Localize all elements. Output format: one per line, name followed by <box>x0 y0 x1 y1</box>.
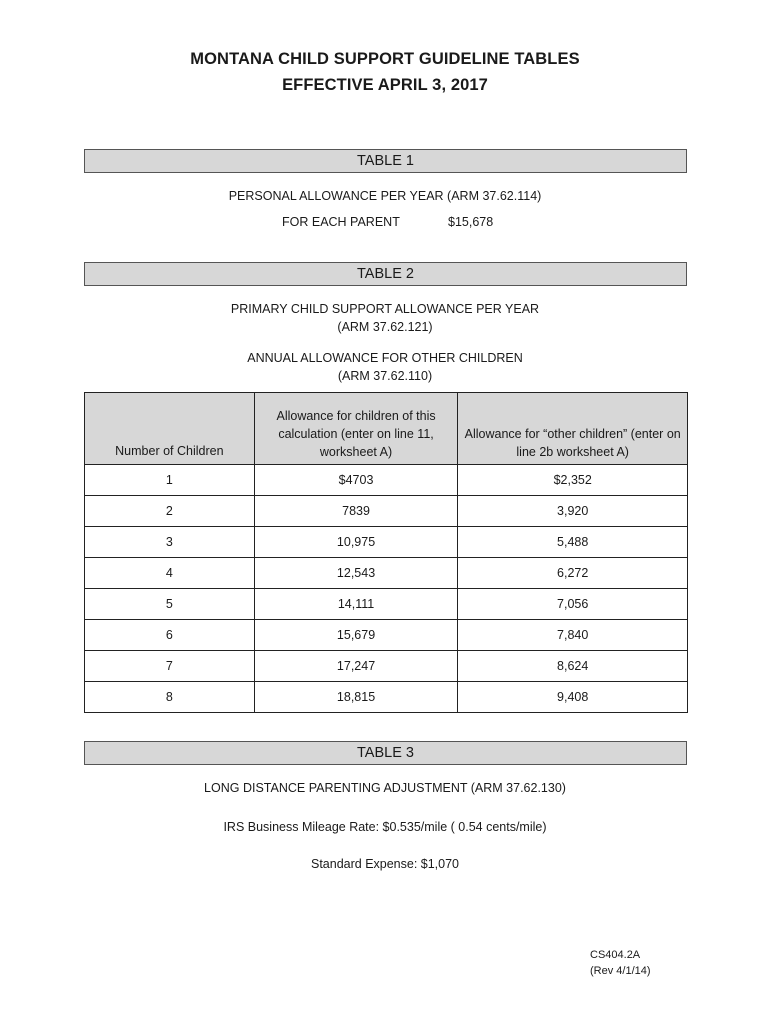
document-title-line1: MONTANA CHILD SUPPORT GUIDELINE TABLES <box>190 50 580 68</box>
cell-allowance-other-children: 5,488 <box>458 527 688 558</box>
cell-allowance-other-children: 6,272 <box>458 558 688 589</box>
table-row <box>85 620 688 651</box>
column-header-allowance-this-calculation: Allowance for children of this calculation (enter on line 11, worksheet A) <box>254 393 458 465</box>
table1-value: $15,678 <box>448 215 494 229</box>
table-row <box>85 465 688 496</box>
cell-allowance-other-children: 7,840 <box>458 620 688 651</box>
mileage-rate-text: IRS Business Mileage Rate: $0.535/mile ( 0.54 cents/mile) <box>223 820 547 834</box>
table1-label: FOR EACH PARENT <box>282 215 400 229</box>
table-header-row <box>85 393 688 465</box>
cell-number-of-children: 6 <box>85 620 255 651</box>
form-revision: (Rev 4/1/14) <box>590 965 651 977</box>
cell-number-of-children: 7 <box>85 651 255 682</box>
table2-heading2-line1: ANNUAL ALLOWANCE FOR OTHER CHILDREN <box>247 351 523 365</box>
cell-allowance-other-children: 3,920 <box>458 496 688 527</box>
table-row <box>85 527 688 558</box>
column-header-allowance-other-children: Allowance for “other children” (enter on line 2b worksheet A) <box>458 393 688 465</box>
cell-number-of-children: 4 <box>85 558 255 589</box>
cell-allowance-this-calculation: $4703 <box>254 465 458 496</box>
table-row <box>85 682 688 713</box>
document-title-line2: EFFECTIVE APRIL 3, 2017 <box>282 76 488 94</box>
cell-allowance-this-calculation: 10,975 <box>254 527 458 558</box>
child-allowance-table <box>84 392 688 713</box>
standard-expense-text: Standard Expense: $1,070 <box>310 857 460 871</box>
table1-heading: PERSONAL ALLOWANCE PER YEAR (ARM 37.62.114) <box>228 189 542 203</box>
cell-number-of-children: 2 <box>85 496 255 527</box>
cell-number-of-children: 3 <box>85 527 255 558</box>
table-row <box>85 589 688 620</box>
table-row <box>85 496 688 527</box>
table-row <box>85 558 688 589</box>
cell-allowance-this-calculation: 18,815 <box>254 682 458 713</box>
cell-allowance-other-children: $2,352 <box>458 465 688 496</box>
cell-allowance-this-calculation: 7839 <box>254 496 458 527</box>
table3-banner: TABLE 3 <box>84 741 687 765</box>
cell-allowance-other-children: 7,056 <box>458 589 688 620</box>
table2-heading1-line1: PRIMARY CHILD SUPPORT ALLOWANCE PER YEAR <box>230 302 540 316</box>
table2-banner: TABLE 2 <box>84 262 687 286</box>
table2-heading2-line2: (ARM 37.62.110) <box>337 369 433 383</box>
cell-allowance-other-children: 8,624 <box>458 651 688 682</box>
cell-allowance-this-calculation: 17,247 <box>254 651 458 682</box>
cell-allowance-this-calculation: 12,543 <box>254 558 458 589</box>
table-row <box>85 651 688 682</box>
cell-allowance-this-calculation: 14,111 <box>254 589 458 620</box>
cell-number-of-children: 1 <box>85 465 255 496</box>
cell-allowance-this-calculation: 15,679 <box>254 620 458 651</box>
cell-number-of-children: 8 <box>85 682 255 713</box>
table2-heading1-line2: (ARM 37.62.121) <box>337 320 433 334</box>
table3-heading: LONG DISTANCE PARENTING ADJUSTMENT (ARM 37.62.130) <box>204 781 566 795</box>
cell-number-of-children: 5 <box>85 589 255 620</box>
cell-allowance-other-children: 9,408 <box>458 682 688 713</box>
column-header-number-of-children: Number of Children <box>85 393 255 465</box>
form-number: CS404.2A <box>590 949 641 961</box>
table1-banner: TABLE 1 <box>84 149 687 173</box>
